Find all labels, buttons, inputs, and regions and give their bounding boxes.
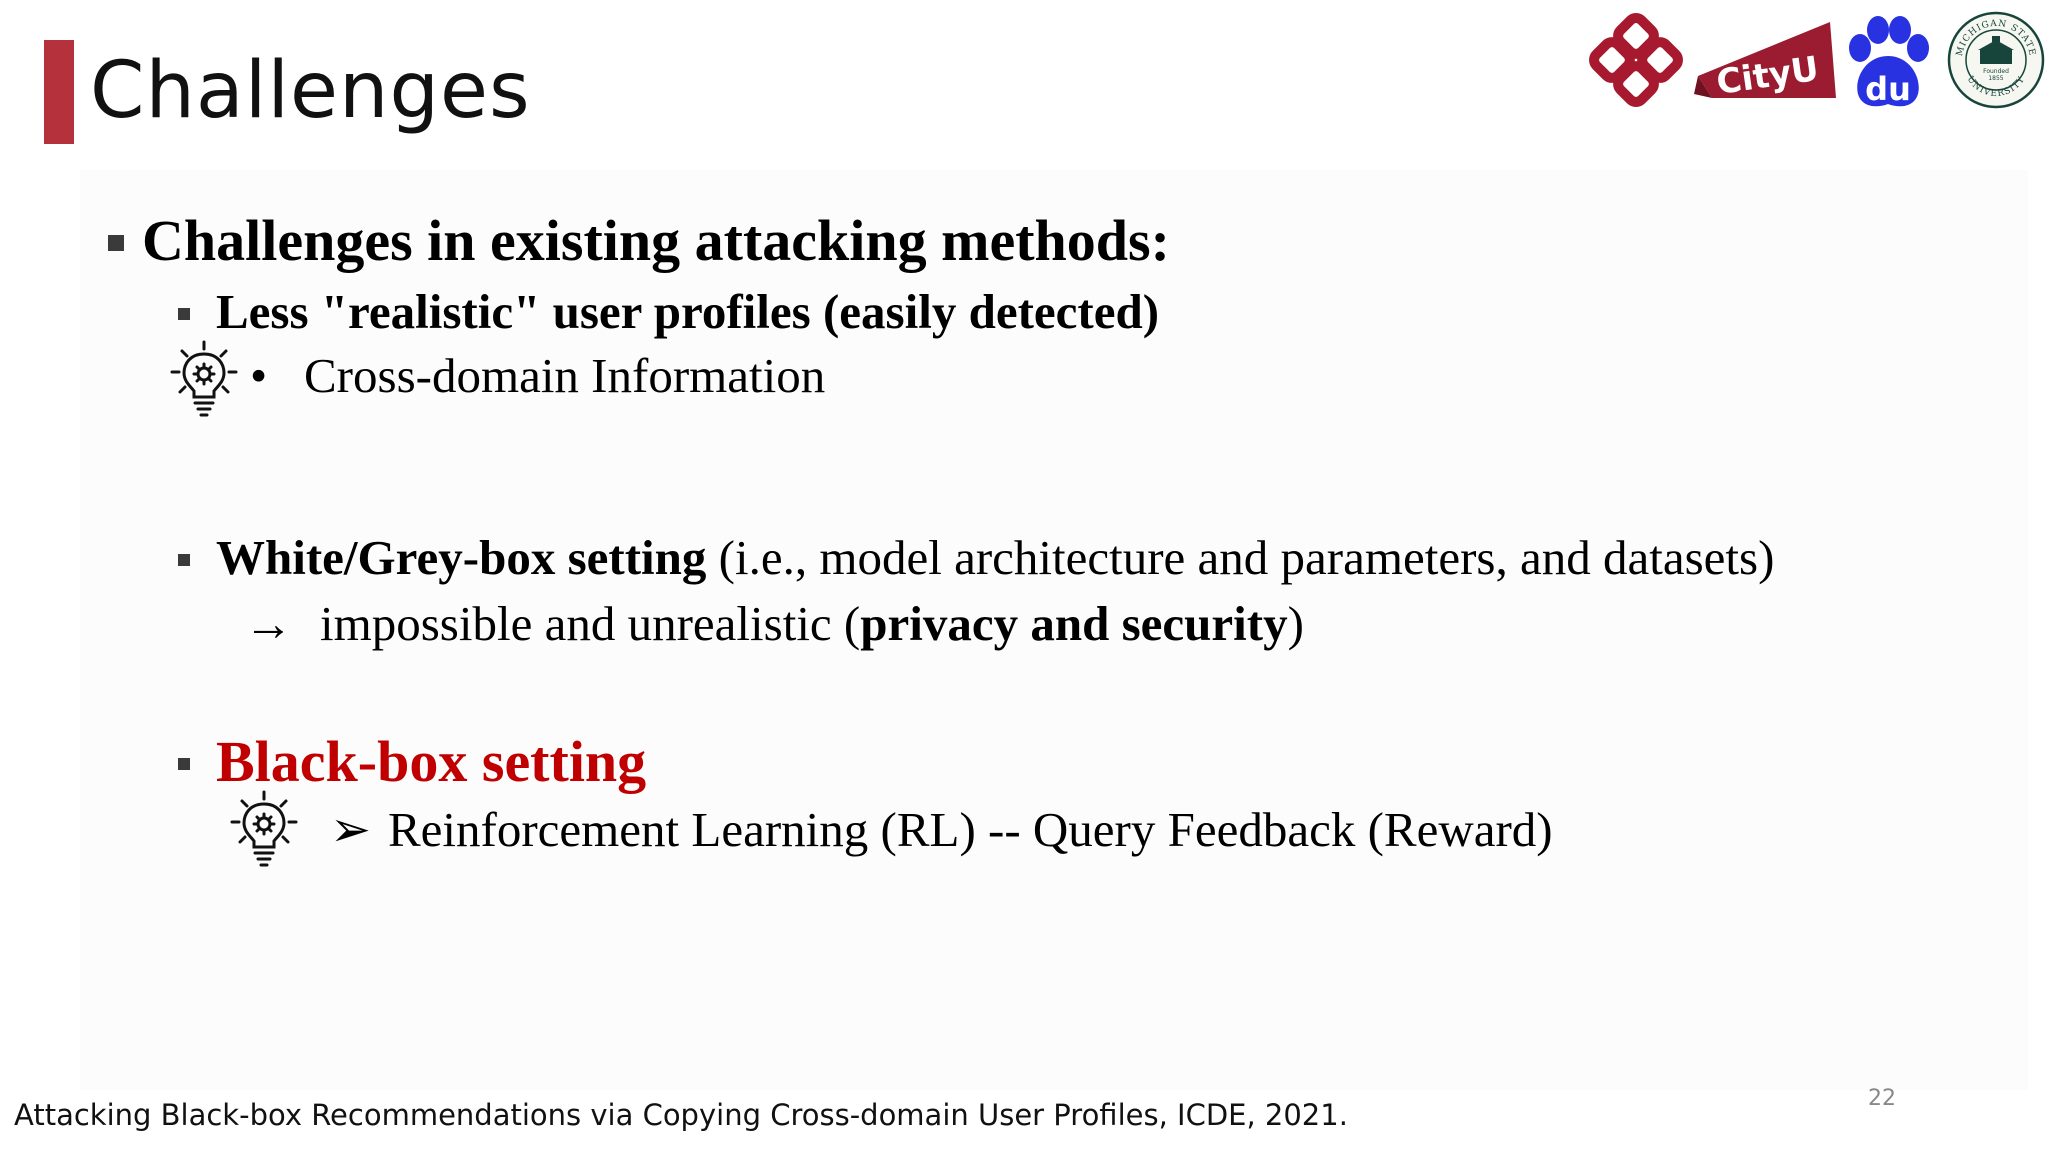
sub-item-reinforcement-text: Reinforcement Learning (RL) -- Query Feedback (Reward) xyxy=(388,802,1553,857)
sub-item-cross-domain xyxy=(250,346,825,406)
item-black-box-text: Black-box setting xyxy=(216,729,647,794)
sub-item-reinforcement xyxy=(330,800,1553,860)
logo-strip xyxy=(1580,6,2048,108)
sub-item-impossible-suffix: ) xyxy=(1287,596,1304,651)
item-white-grey-box xyxy=(178,528,1774,588)
sub-item-cross-domain-text: Cross-domain Information xyxy=(304,348,826,403)
page-number: 22 xyxy=(1868,1086,1896,1111)
square-bullet-icon xyxy=(178,554,190,566)
title-accent-bar xyxy=(44,40,74,144)
item-realistic-profiles-text: Less "realistic" user profiles (easily detected) xyxy=(216,284,1160,339)
item-realistic-profiles xyxy=(178,282,1159,342)
item-white-grey-box-rest: (i.e., model architecture and parameters, and datasets) xyxy=(706,530,1775,585)
msu-seal-bottom-text: UNIVERSITY xyxy=(1964,74,2028,100)
sub-item-impossible-prefix: impossible and unrealistic ( xyxy=(320,596,861,651)
arrowhead-bullet-icon: ➢ xyxy=(330,802,372,857)
msu-seal-founded: Founded xyxy=(1983,68,2009,75)
main-bullet xyxy=(108,206,1170,276)
baidu-logo-text: du xyxy=(1865,70,1911,108)
sub-item-impossible xyxy=(244,594,1304,654)
cityu-logo-text: CityU xyxy=(1714,49,1822,103)
main-bullet-text: Challenges in existing attacking methods: xyxy=(142,208,1170,273)
polyu-logo xyxy=(1586,10,1686,110)
slide-title: Challenges xyxy=(90,46,531,136)
footer-citation: Attacking Black-box Recommendations via Copying Cross-domain User Profiles, ICDE, 2021. xyxy=(14,1098,1348,1132)
lightbulb-gear-icon xyxy=(168,340,240,418)
square-bullet-icon xyxy=(178,308,190,320)
baidu-logo xyxy=(1844,14,1932,112)
msu-seal-top-text: MICHIGAN STATE xyxy=(1955,18,2037,58)
lightbulb-gear-icon xyxy=(228,790,300,868)
round-bullet-icon: • xyxy=(250,348,268,403)
square-bullet-icon xyxy=(108,235,124,251)
arrow-right-icon: → xyxy=(244,596,293,651)
cityu-logo xyxy=(1690,14,1842,108)
msu-seal-year: 1855 xyxy=(1988,75,2004,82)
sub-item-impossible-bold: privacy and security xyxy=(860,596,1288,651)
item-white-grey-box-bold: White/Grey-box setting xyxy=(216,530,707,585)
square-bullet-icon xyxy=(178,758,190,770)
item-black-box xyxy=(178,727,646,797)
msu-seal xyxy=(1946,10,2046,110)
